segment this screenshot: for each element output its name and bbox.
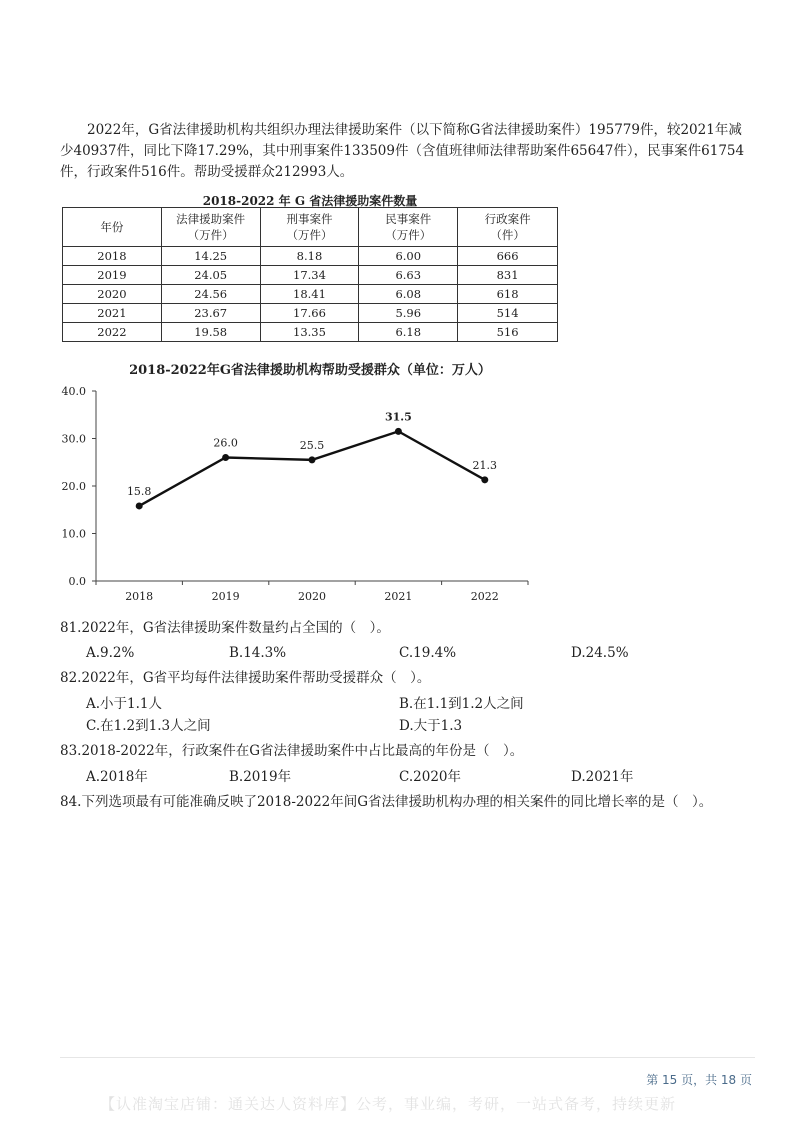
table-cell: 19.58: [161, 323, 260, 342]
table-cell: 18.41: [260, 285, 359, 304]
table-cell: 6.18: [359, 323, 458, 342]
intro-paragraph: 2022年，G省法律援助机构共组织办理法律援助案件（以下简称G省法律援助案件）195779件，较2021年减少40937件，同比下降17.29%，其中刑事案件133509件（含值班律师法律帮助案件65647件），民事案件61754件，行政案件516件。帮助受援群众212993人。: [60, 122, 745, 180]
table-cell: 2021: [63, 304, 162, 323]
data-label: 26.0: [213, 436, 238, 450]
answer-option[interactable]: A.9.2%: [86, 645, 135, 661]
table-cell: 514: [458, 304, 558, 323]
header-administrative: 行政案件 （件）: [458, 208, 558, 247]
data-point: [222, 454, 229, 461]
x-tick-label: 2021: [384, 590, 413, 603]
table-cell: 6.63: [359, 266, 458, 285]
y-tick-label: 40.0: [61, 385, 86, 398]
table-cell: 6.08: [359, 285, 458, 304]
data-label: 15.8: [126, 484, 152, 498]
table-cell: 17.34: [260, 266, 359, 285]
question-stem: 83.2018-2022年，行政案件在G省法律援助案件中占比最高的年份是（ ）。: [60, 743, 524, 759]
table-cell: 666: [458, 247, 558, 266]
table-cell: 2018: [63, 247, 162, 266]
answer-option[interactable]: B.14.3%: [229, 645, 287, 661]
data-label: 21.3: [472, 458, 498, 472]
answer-option[interactable]: D.24.5%: [571, 645, 629, 661]
x-tick-label: 2020: [298, 590, 326, 603]
table-cell: 14.25: [161, 247, 260, 266]
question-stem: 82.2022年，G省平均每件法律援助案件帮助受援群众（ ）。: [60, 670, 431, 686]
table-cell: 831: [458, 266, 558, 285]
table-cell: 17.66: [260, 304, 359, 323]
table-cell: 13.35: [260, 323, 359, 342]
data-label: 31.5: [385, 410, 412, 424]
table-cell: 24.56: [161, 285, 260, 304]
answer-option[interactable]: D.大于1.3: [399, 718, 463, 734]
data-point: [309, 456, 316, 463]
answer-option[interactable]: D.2021年: [571, 769, 634, 785]
footer-divider: [60, 1057, 755, 1058]
table-cell: 8.18: [260, 247, 359, 266]
question-stem: 84.下列选项最有可能准确反映了2018-2022年间G省法律援助机构办理的相关案件的同比增长率的是（ ）。: [60, 794, 713, 810]
table-cell: 516: [458, 323, 558, 342]
table-cell: 2022: [63, 323, 162, 342]
table-cell: 23.67: [161, 304, 260, 323]
answer-option[interactable]: A.2018年: [86, 769, 148, 785]
answer-option[interactable]: A.小于1.1人: [86, 696, 163, 712]
data-point: [136, 502, 143, 509]
table-title: 2018-2022 年 G 省法律援助案件数量: [202, 194, 418, 208]
answer-option[interactable]: B.在1.1到1.2人之间: [399, 696, 524, 712]
page-number: 第 15 页，共 18 页: [646, 1073, 752, 1087]
x-tick-label: 2019: [211, 590, 240, 603]
y-tick-label: 10.0: [61, 527, 86, 541]
table-cell: 618: [458, 285, 558, 304]
header-civil: 民事案件 （万件）: [359, 208, 458, 247]
table-cell: 2020: [63, 285, 162, 304]
y-tick-label: 30.0: [61, 432, 86, 446]
table-cell: 5.96: [359, 304, 458, 323]
header-criminal: 刑事案件 （万件）: [260, 208, 359, 247]
header-legal-aid: 法律援助案件 （万件）: [161, 208, 260, 247]
answer-option[interactable]: C.2020年: [399, 769, 461, 785]
x-tick-label: 2022: [470, 590, 499, 603]
data-point: [481, 476, 488, 483]
data-label: 25.5: [299, 438, 325, 452]
y-tick-label: 0.0: [68, 575, 86, 588]
table-cell: 2019: [63, 266, 162, 285]
table-cell: 24.05: [161, 266, 260, 285]
x-tick-label: 2018: [125, 590, 154, 603]
header-year: 年份: [63, 208, 162, 247]
answer-option[interactable]: B.2019年: [229, 769, 292, 785]
table-cell: 6.00: [359, 247, 458, 266]
question-stem: 81.2022年，G省法律援助案件数量约占全国的（ ）。: [60, 620, 390, 636]
answer-option[interactable]: C.在1.2到1.3人之间: [86, 718, 211, 734]
chart-title: 2018-2022年G省法律援助机构帮助受援群众（单位：万人）: [129, 363, 491, 378]
data-point: [395, 428, 402, 435]
answer-option[interactable]: C.19.4%: [399, 645, 457, 661]
watermark-text: 【认准淘宝店铺：通关达人资料库】公考，事业编，考研，一站式备考，持续更新: [100, 1095, 677, 1113]
y-tick-label: 20.0: [61, 480, 86, 493]
